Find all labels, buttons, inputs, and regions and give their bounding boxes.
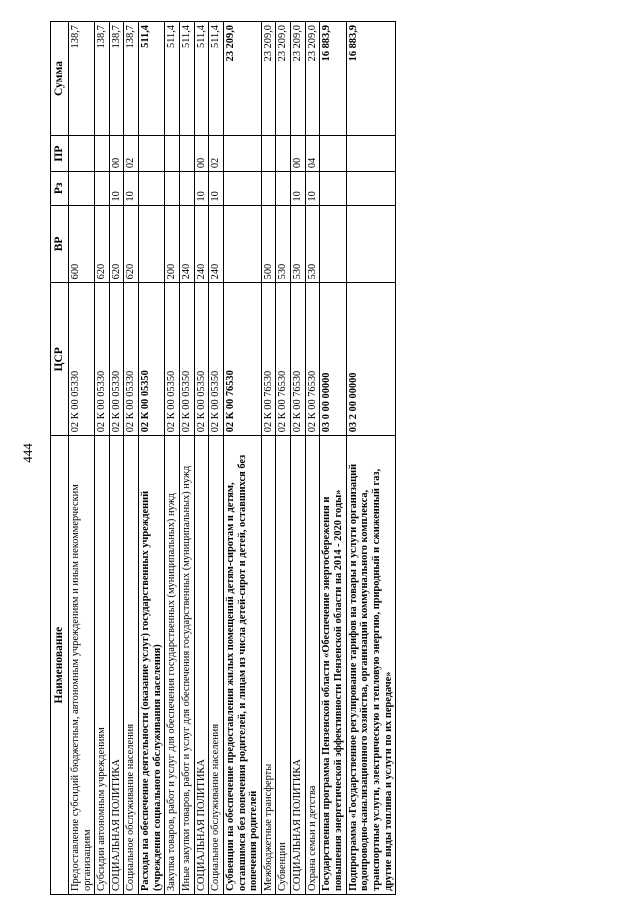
- cell-rz: [165, 172, 180, 205]
- cell-name: Межбюджетные трансферты: [261, 436, 276, 895]
- cell-rz: 10: [209, 172, 224, 205]
- table-row: [109, 22, 124, 895]
- cell-sum: 23 209,0: [223, 22, 261, 136]
- cell-csr: 02 К 00 05330: [124, 283, 139, 436]
- cell-vr: 240: [209, 205, 224, 283]
- cell-csr: 02 К 00 76530: [261, 283, 276, 436]
- cell-name: Социальное обслуживание населения: [209, 436, 224, 895]
- cell-name: СОЦИАЛЬНАЯ ПОЛИТИКА: [109, 436, 124, 895]
- cell-pr: [165, 136, 180, 172]
- cell-sum: 16 883,9: [346, 22, 396, 136]
- cell-pr: 02: [124, 136, 139, 172]
- cell-csr: 02 К 00 05330: [95, 283, 110, 436]
- cell-rz: 10: [291, 172, 306, 205]
- table-row: [223, 22, 261, 895]
- cell-vr: 500: [261, 205, 276, 283]
- cell-pr: [223, 136, 261, 172]
- cell-rz: [320, 172, 346, 205]
- cell-vr: 530: [276, 205, 291, 283]
- cell-rz: [95, 172, 110, 205]
- cell-name: Предоставление субсидий бюджетным, автономным учреждениям и иным некоммерческим организациям: [68, 436, 94, 895]
- table-body: [68, 22, 395, 895]
- cell-csr: 02 К 00 76530: [276, 283, 291, 436]
- cell-vr: 530: [305, 205, 320, 283]
- cell-pr: [261, 136, 276, 172]
- cell-sum: 511,4: [209, 22, 224, 136]
- cell-vr: 240: [194, 205, 209, 283]
- cell-sum: 23 209,0: [291, 22, 306, 136]
- cell-name: Государственная программа Пензенской области «Обеспечение энергосбережения и повышения энергетической эффективности Пензенской области на 2014 - 2020 годы»: [320, 436, 346, 895]
- cell-name: Закупка товаров, работ и услуг для обеспечения государственных (муниципальных) нужд: [165, 436, 180, 895]
- header-csr: ЦСР: [51, 283, 69, 436]
- table-row: [346, 22, 396, 895]
- table-row: [305, 22, 320, 895]
- cell-sum: 16 883,9: [320, 22, 346, 136]
- cell-sum: 511,4: [180, 22, 195, 136]
- table-row: [276, 22, 291, 895]
- cell-name: СОЦИАЛЬНАЯ ПОЛИТИКА: [291, 436, 306, 895]
- budget-table: [50, 21, 396, 895]
- table-header: [51, 22, 69, 895]
- cell-pr: [139, 136, 165, 172]
- cell-sum: 511,4: [165, 22, 180, 136]
- cell-sum: 511,4: [194, 22, 209, 136]
- cell-csr: 02 К 00 05350: [194, 283, 209, 436]
- header-pr: ПР: [51, 136, 69, 172]
- cell-vr: [223, 205, 261, 283]
- cell-vr: [320, 205, 346, 283]
- cell-name: СОЦИАЛЬНАЯ ПОЛИТИКА: [194, 436, 209, 895]
- cell-pr: 02: [209, 136, 224, 172]
- page-number: 444: [20, 443, 35, 463]
- header-sum: Сумма: [51, 22, 69, 136]
- cell-pr: [346, 136, 396, 172]
- cell-rz: [223, 172, 261, 205]
- cell-rz: [139, 172, 165, 205]
- cell-csr: 02 К 00 05330: [109, 283, 124, 436]
- table-row: [139, 22, 165, 895]
- cell-sum: 138,7: [68, 22, 94, 136]
- header-rz: Рз: [51, 172, 69, 205]
- cell-pr: [320, 136, 346, 172]
- header-name: Наименование: [51, 436, 69, 895]
- cell-pr: [276, 136, 291, 172]
- cell-pr: [180, 136, 195, 172]
- table-row: [194, 22, 209, 895]
- cell-csr: 02 К 00 05350: [180, 283, 195, 436]
- header-row: [51, 22, 69, 895]
- cell-vr: 240: [180, 205, 195, 283]
- cell-csr: 02 К 00 05350: [165, 283, 180, 436]
- cell-csr: 02 К 00 76530: [223, 283, 261, 436]
- cell-vr: 530: [291, 205, 306, 283]
- cell-name: Иные закупки товаров, работ и услуг для обеспечения государственных (муниципальных) нужд: [180, 436, 195, 895]
- cell-pr: 00: [109, 136, 124, 172]
- cell-sum: 138,7: [95, 22, 110, 136]
- header-vr: ВР: [51, 205, 69, 283]
- table-row: [209, 22, 224, 895]
- table-row: [180, 22, 195, 895]
- cell-vr: 200: [165, 205, 180, 283]
- table-row: [165, 22, 180, 895]
- cell-pr: 04: [305, 136, 320, 172]
- cell-csr: 02 К 00 76530: [291, 283, 306, 436]
- cell-rz: 10: [305, 172, 320, 205]
- cell-sum: 23 209,0: [276, 22, 291, 136]
- table-row: [95, 22, 110, 895]
- cell-csr: 03 2 00 00000: [346, 283, 396, 436]
- cell-pr: 00: [291, 136, 306, 172]
- cell-pr: 00: [194, 136, 209, 172]
- cell-csr: 02 К 00 05350: [139, 283, 165, 436]
- cell-pr: [95, 136, 110, 172]
- cell-pr: [68, 136, 94, 172]
- cell-rz: [68, 172, 94, 205]
- cell-name: Социальное обслуживание населения: [124, 436, 139, 895]
- cell-sum: 23 209,0: [305, 22, 320, 136]
- cell-rz: [346, 172, 396, 205]
- table-row: [320, 22, 346, 895]
- cell-vr: 620: [124, 205, 139, 283]
- cell-csr: 02 К 00 76530: [305, 283, 320, 436]
- cell-rz: [276, 172, 291, 205]
- cell-csr: 02 К 00 05350: [209, 283, 224, 436]
- table-row: [261, 22, 276, 895]
- cell-rz: [261, 172, 276, 205]
- cell-rz: [180, 172, 195, 205]
- rotated-table-container: [50, 21, 586, 895]
- cell-vr: [346, 205, 396, 283]
- cell-sum: 138,7: [109, 22, 124, 136]
- cell-name: Субсидии автономным учреждениям: [95, 436, 110, 895]
- cell-rz: 10: [194, 172, 209, 205]
- cell-vr: 620: [109, 205, 124, 283]
- cell-rz: 10: [109, 172, 124, 205]
- cell-sum: 138,7: [124, 22, 139, 136]
- table-row: [124, 22, 139, 895]
- cell-name: Охрана семьи и детства: [305, 436, 320, 895]
- cell-sum: 23 209,0: [261, 22, 276, 136]
- table-row: [68, 22, 94, 895]
- cell-vr: 600: [68, 205, 94, 283]
- cell-csr: 02 К 00 05330: [68, 283, 94, 436]
- cell-vr: [139, 205, 165, 283]
- cell-name: Расходы на обеспечение деятельности (оказание услуг) государственных учреждений (учреждения социального обслуживания населения): [139, 436, 165, 895]
- cell-csr: 03 0 00 00000: [320, 283, 346, 436]
- cell-name: Подпрограмма «Государственное регулирование тарифов на товары и услуги организаций водопроводно-канализационного хозяйства, организаций коммунального комплекса, транспортные услуги, электрическую и тепловую энергию, природный и сжиженный газ, другие виды топлива и услуги по их передаче»: [346, 436, 396, 895]
- cell-rz: 10: [124, 172, 139, 205]
- cell-vr: 620: [95, 205, 110, 283]
- cell-sum: 511,4: [139, 22, 165, 136]
- cell-name: Субвенции на обеспечение предоставления жилых помещений детям-сиротам и детям, оставшимся без попечения родителей, и лицам из числа детей-сирот и детей, оставшихся без попечения родителей: [223, 436, 261, 895]
- table-row: [291, 22, 306, 895]
- cell-name: Субвенции: [276, 436, 291, 895]
